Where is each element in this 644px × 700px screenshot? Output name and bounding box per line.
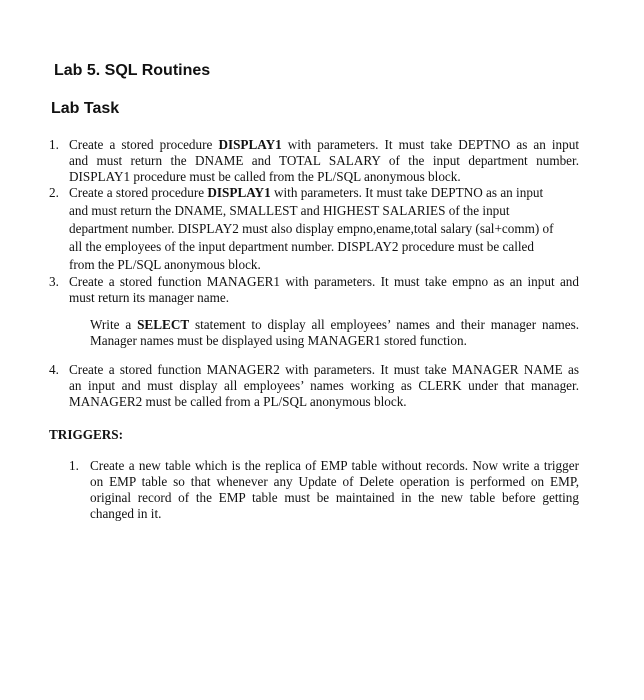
task-line: original record of the EMP table must be maintained in the new table before getting <box>90 490 579 505</box>
task-number: 4. <box>49 362 59 377</box>
task-line: department number. DISPLAY2 must also display empno,ename,total salary (sal+comm) of <box>69 221 554 236</box>
task-item-3 <box>49 274 579 306</box>
task-line: an input and must display all employees’ names working as CLERK under that manager. <box>69 378 579 393</box>
task-item-4 <box>49 362 579 410</box>
procedure-name: DISPLAY1 <box>207 185 271 200</box>
task-text <box>69 137 579 185</box>
select-note <box>90 317 579 349</box>
task-line: from the PL/SQL anonymous block. <box>69 257 261 272</box>
note-line: Manager names must be displayed using MANAGER1 stored function. <box>90 333 467 348</box>
triggers-heading: TRIGGERS: <box>49 427 124 442</box>
task-text <box>69 362 579 410</box>
task-line: Create a new table which is the replica of EMP table without records. Now write a trigger <box>90 458 579 473</box>
keyword-select: SELECT <box>137 317 190 332</box>
task-line: and must return the DNAME and TOTAL SALARY of the input department number. <box>69 153 579 168</box>
procedure-name: DISPLAY1 <box>218 137 282 152</box>
task-line: must return its manager name. <box>69 290 230 305</box>
task-line: Create a stored function MANAGER2 with parameters. It must take MANAGER NAME as <box>69 362 579 377</box>
task-line: MANAGER2 must be called from a PL/SQL anonymous block. <box>69 394 407 409</box>
task-number: 1. <box>49 137 59 152</box>
page-title: Lab 5. SQL Routines <box>54 62 211 79</box>
section-heading: Lab Task <box>51 100 120 117</box>
task-number: 3. <box>49 274 59 289</box>
task-number: 2. <box>49 185 59 200</box>
task-number: 1. <box>69 458 79 473</box>
task-item-1 <box>49 137 579 185</box>
task-text <box>90 458 579 522</box>
task-line: changed in it. <box>90 506 162 521</box>
task-line: Create a stored procedure DISPLAY1 with parameters. It must take DEPTNO as an input <box>69 137 580 152</box>
task-item-2 <box>49 185 579 273</box>
task-line: all the employees of the input department number. DISPLAY2 procedure must be called <box>69 239 534 254</box>
task-line: and must return the DNAME, SMALLEST and HIGHEST SALARIES of the input <box>69 203 510 218</box>
task-line: DISPLAY1 procedure must be called from the PL/SQL anonymous block. <box>69 169 461 184</box>
task-line: Create a stored procedure DISPLAY1 with parameters. It must take DEPTNO as an input <box>69 185 544 200</box>
task-text <box>69 274 579 306</box>
task-line: on EMP table so that whenever any Update of Delete operation is performed on EMP, <box>90 474 579 489</box>
trigger-task-item <box>69 458 579 522</box>
task-text <box>69 185 579 273</box>
task-line: Create a stored function MANAGER1 with parameters. It must take empno as an input and <box>69 274 579 289</box>
note-line: Write a SELECT statement to display all employees’ names and their manager names. <box>90 317 579 332</box>
